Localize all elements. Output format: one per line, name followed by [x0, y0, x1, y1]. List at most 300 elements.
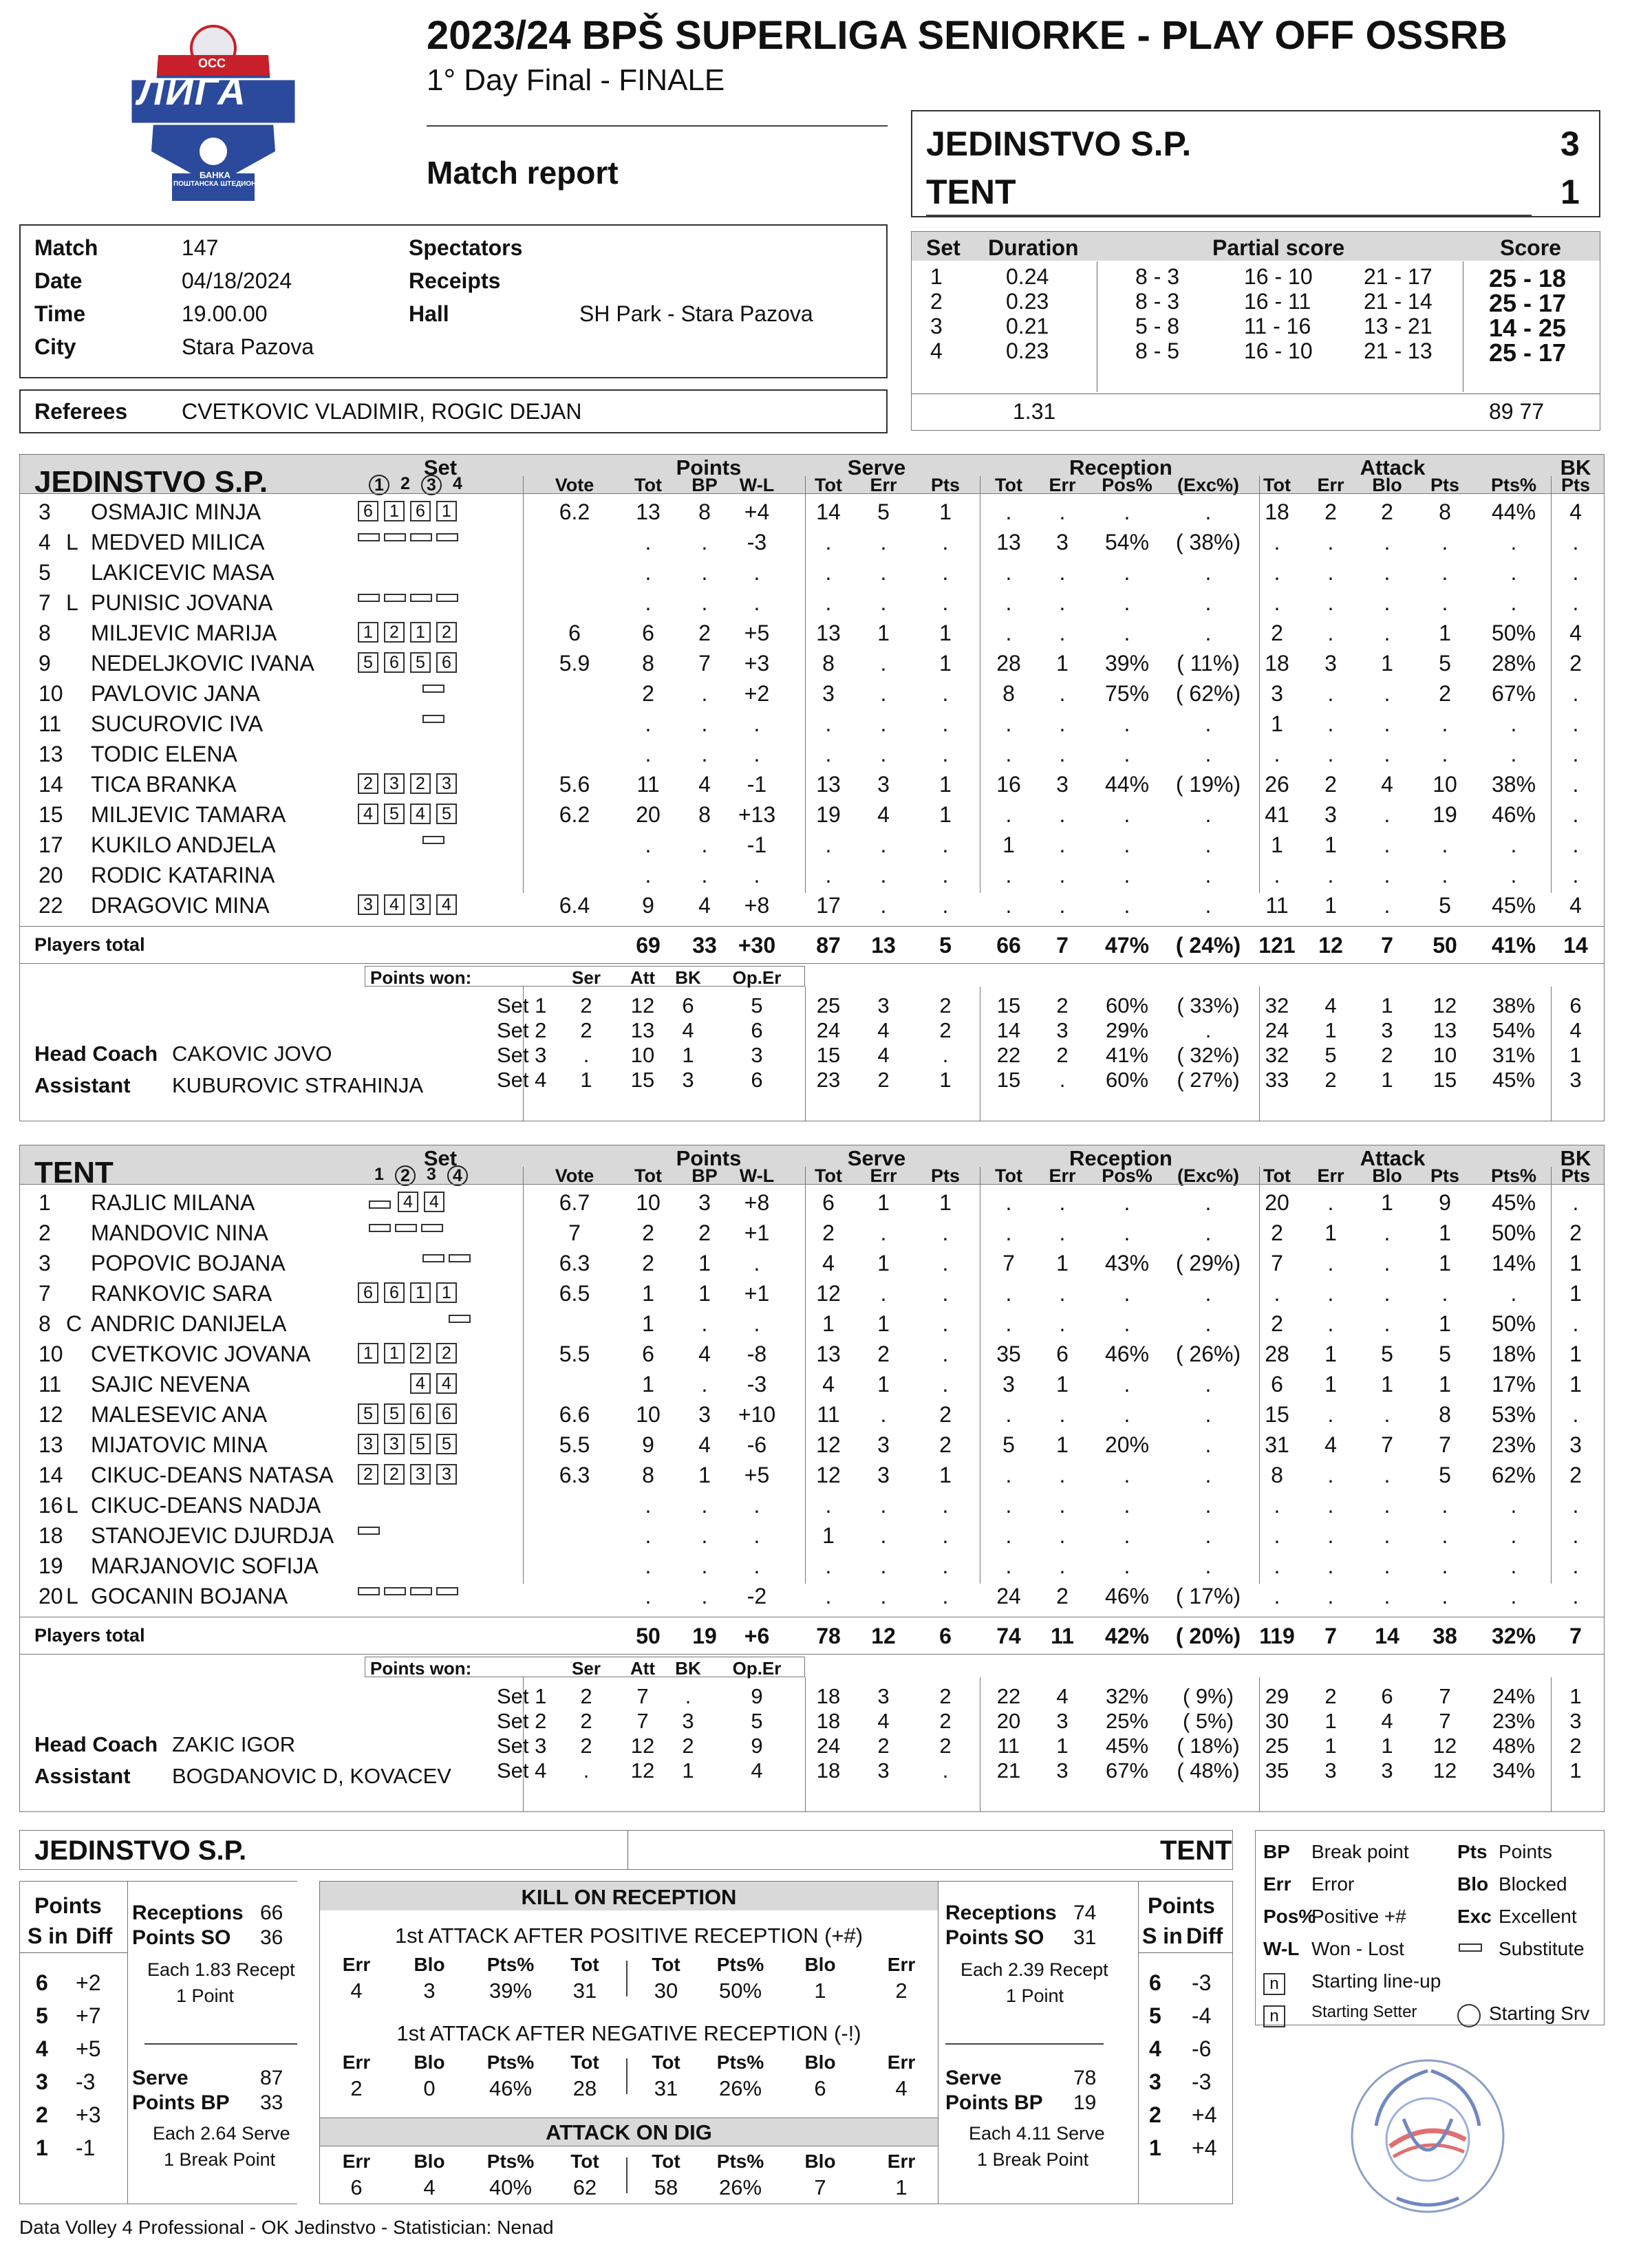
- set-row-stat: 12: [630, 993, 655, 1017]
- total-apts: 38: [1433, 1624, 1457, 1648]
- stat-rexc: .: [1205, 802, 1212, 827]
- stat-ablo: .: [1384, 893, 1391, 918]
- stat-ablo: .: [1384, 802, 1391, 827]
- stat-rtot: .: [1005, 802, 1012, 827]
- referees-names: CVETKOVIC VLADIMIR, ROGIC DEJAN: [182, 399, 582, 424]
- substitute-icon: [384, 533, 406, 541]
- total-aerr: 12: [1318, 933, 1343, 958]
- reception-group-header: Reception: [1069, 455, 1172, 480]
- stat-rerr: .: [1059, 499, 1066, 524]
- right-each-serve: Each 4.11 Serve: [969, 2123, 1105, 2144]
- total-rtot: 74: [996, 1624, 1021, 1648]
- set-row-stat: 22: [996, 1684, 1021, 1708]
- right-each-recept: Each 2.39 Recept: [961, 1959, 1108, 1980]
- stat-atot: .: [1274, 1584, 1280, 1608]
- player-role: C: [66, 1311, 83, 1336]
- right-sin-label: S in: [1142, 1924, 1183, 1948]
- diff-set-score: 4: [1149, 2036, 1161, 2061]
- player-name: NEDELJKOVIC IVANA: [91, 651, 314, 676]
- set-score-cell: 16 - 11: [1244, 289, 1311, 314]
- diff-value: +3: [76, 2102, 101, 2127]
- kor-col-header: Pts%: [486, 2151, 535, 2172]
- stat-bk: .: [1572, 772, 1579, 797]
- stat-spts: .: [942, 590, 949, 615]
- hall-label: Hall: [409, 301, 449, 326]
- set-row-stat: 10: [630, 1043, 655, 1067]
- stat-serr: 1: [877, 1190, 890, 1215]
- stat-vote: 6.3: [559, 1463, 590, 1487]
- partial-score-header: Partial score: [1212, 235, 1345, 260]
- stat-rerr: 3: [1056, 772, 1069, 797]
- player-number: 18: [39, 1523, 63, 1548]
- stat-wl: -6: [747, 1432, 767, 1457]
- set-row-stat: 34%: [1492, 1758, 1536, 1783]
- set-row-stat: 1: [1569, 1043, 1582, 1067]
- stat-rerr: .: [1059, 681, 1066, 706]
- set-row-label: Set 2: [497, 1018, 547, 1042]
- legend-desc: Blocked: [1499, 1873, 1567, 1895]
- player-set-positions: [422, 713, 449, 725]
- stat-rexc: .: [1205, 1311, 1212, 1336]
- player-row: [0, 530, 1652, 560]
- kor-col-header: Blo: [804, 2051, 836, 2073]
- stat-stot: .: [825, 530, 832, 554]
- stat-ablo: .: [1384, 711, 1391, 736]
- head-coach-label: Head Coach: [34, 1042, 158, 1066]
- serve-group-header: Serve: [847, 455, 906, 480]
- stat-wl: .: [753, 742, 760, 766]
- stat-bp: .: [701, 832, 708, 857]
- set-row-label: Set 4: [497, 1068, 547, 1092]
- score-team1-sets: 3: [1560, 125, 1580, 163]
- title-divider: [427, 125, 888, 127]
- stat-apts: .: [1441, 560, 1448, 585]
- kor-col-header: Err: [887, 2151, 916, 2172]
- player-set-positions: [358, 1434, 462, 1454]
- stat-spts: .: [942, 1493, 949, 1518]
- player-set-positions: [358, 1464, 462, 1485]
- points-won-col-header: BK: [675, 967, 701, 988]
- player-set-positions: [358, 1525, 384, 1537]
- kor-value: 6: [814, 2076, 826, 2100]
- stat-rexc: .: [1205, 742, 1212, 766]
- stat-serr: .: [880, 590, 887, 615]
- set-row-stat: 24%: [1492, 1684, 1536, 1708]
- kor-col-header: Tot: [570, 2151, 599, 2172]
- stat-spts: 2: [939, 1402, 952, 1427]
- player-number: 19: [39, 1553, 63, 1578]
- stat-serr: .: [880, 1493, 887, 1518]
- total-aptsp: 32%: [1491, 1624, 1536, 1648]
- col-header-rexc: (Exc%): [1177, 475, 1240, 495]
- set-row-stat: 4: [877, 1018, 890, 1042]
- stat-rpos: .: [1124, 711, 1130, 736]
- player-name: PAVLOVIC JANA: [91, 681, 260, 706]
- stat-vote: 6: [568, 621, 581, 645]
- set-row-stat: 30: [1265, 1709, 1289, 1733]
- left-so-bp-divider: [144, 2043, 297, 2045]
- col-header-atot: Tot: [1263, 1165, 1291, 1186]
- stat-bk: .: [1572, 681, 1579, 706]
- starting-position-box: 5: [410, 1434, 431, 1454]
- substitute-icon: [449, 1254, 471, 1262]
- stat-rexc: .: [1205, 863, 1212, 887]
- kor-center-divider: [626, 2157, 627, 2193]
- player-set-positions: [358, 592, 462, 604]
- stat-aerr: .: [1327, 863, 1334, 887]
- col-header-wl: W-L: [739, 475, 775, 495]
- stat-atot: .: [1274, 530, 1280, 554]
- points-won-label: Points won:: [370, 967, 472, 988]
- starting-position-box: 5: [358, 1403, 378, 1424]
- set-row-stat: 12: [1433, 993, 1457, 1017]
- stat-tot: 11: [636, 772, 660, 797]
- player-name: CIKUC-DEANS NADJA: [91, 1493, 321, 1518]
- stat-rerr: .: [1059, 1463, 1066, 1487]
- stat-serr: 4: [877, 802, 890, 827]
- left-recept-point: 1 Point: [176, 1985, 235, 2006]
- stat-rpos: 46%: [1104, 1342, 1150, 1366]
- set-row-stat: 18: [816, 1709, 841, 1733]
- logo-bottom-text-1: БАНКА: [200, 170, 230, 180]
- player-number: 13: [39, 1432, 63, 1457]
- stat-rpos: .: [1124, 1281, 1130, 1306]
- stat-wl: .: [753, 1493, 760, 1518]
- set-row-stat: 12: [1433, 1734, 1457, 1758]
- stat-ablo: .: [1384, 1584, 1391, 1608]
- stat-spts: .: [942, 863, 949, 887]
- stat-vote: 5.5: [559, 1432, 590, 1457]
- kor-value: 31: [654, 2076, 678, 2100]
- stat-apts: 1: [1439, 621, 1451, 645]
- set-row-stat: 3: [1381, 1018, 1393, 1042]
- starting-position-box: 6: [436, 1403, 457, 1424]
- substitute-icon: [358, 1527, 380, 1535]
- score-team1-name: JEDINSTVO S.P.: [926, 125, 1192, 163]
- stat-aerr: 1: [1324, 1220, 1337, 1245]
- diff-value: -1: [76, 2135, 96, 2160]
- legend-desc: Break point: [1311, 1841, 1409, 1862]
- players-total-label: Players total: [34, 1625, 145, 1646]
- starting-position-box: 4: [410, 804, 431, 824]
- stat-bk: .: [1572, 1190, 1579, 1215]
- diff-set-score: 2: [1149, 2102, 1161, 2127]
- player-number: 20: [39, 1584, 63, 1608]
- stat-rexc: .: [1205, 1463, 1212, 1487]
- stat-rexc: ( 19%): [1175, 772, 1241, 797]
- set-row-label: Set 3: [497, 1734, 547, 1758]
- player-set-positions: [358, 501, 462, 521]
- total-rerr: 11: [1051, 1624, 1074, 1648]
- stat-rtot: .: [1005, 893, 1012, 918]
- kor-value: 30: [654, 1979, 678, 2003]
- set-row-stat: 15: [996, 993, 1021, 1017]
- head-coach-name: CAKOVIC JOVO: [172, 1042, 332, 1066]
- kor-col-header: Err: [342, 2051, 371, 2073]
- starting-position-box: 2: [436, 622, 457, 643]
- set-row-stat: 25: [1265, 1734, 1289, 1758]
- starting-position-box: 3: [358, 1434, 378, 1454]
- set-row-stat: 23: [816, 1068, 841, 1092]
- diff-set-score: 4: [36, 2036, 48, 2061]
- player-set-positions: [369, 1222, 447, 1234]
- set-row-stat: 3: [751, 1043, 763, 1067]
- set-row-stat: 24: [816, 1734, 841, 1758]
- stat-bk: .: [1572, 1584, 1579, 1608]
- stat-aptsp: 28%: [1491, 651, 1536, 676]
- stat-tot: .: [645, 1523, 652, 1548]
- stat-tot: 10: [636, 1402, 661, 1427]
- stat-vote: 5.6: [559, 772, 590, 797]
- stat-rerr: .: [1059, 893, 1066, 918]
- attack-on-dig-title: ATTACK ON DIG: [546, 2120, 712, 2144]
- legend-desc: Won - Lost: [1311, 1938, 1404, 1959]
- col-header-rtot: Tot: [995, 475, 1022, 495]
- kor-value: 2: [895, 1979, 908, 2003]
- stat-apts: 8: [1439, 1402, 1451, 1427]
- stat-tot: .: [645, 1553, 652, 1578]
- stat-serr: .: [880, 681, 887, 706]
- stat-aerr: 1: [1324, 893, 1337, 918]
- set-row-stat: 2: [1056, 1043, 1069, 1067]
- player-number: 14: [39, 772, 63, 797]
- total-points: 89 77: [1489, 399, 1545, 424]
- stat-apts: 1: [1439, 1372, 1451, 1397]
- set-row-stat: 1: [1381, 1734, 1393, 1758]
- stat-rexc: .: [1205, 893, 1212, 918]
- set-row-stat: 5: [751, 993, 763, 1017]
- kor-value: 2: [350, 2076, 363, 2100]
- set-row-stat: 6: [751, 1018, 763, 1042]
- stat-bp: .: [701, 1372, 708, 1397]
- stat-wl: +8: [744, 1190, 770, 1215]
- stat-aerr: 1: [1324, 832, 1337, 857]
- diff-value: +4: [1192, 2135, 1217, 2160]
- total-rexc: ( 24%): [1175, 933, 1241, 958]
- stat-aerr: .: [1327, 621, 1334, 645]
- stat-bk: .: [1572, 530, 1579, 554]
- stat-spts: .: [942, 530, 949, 554]
- player-name: GOCANIN BOJANA: [91, 1584, 288, 1608]
- kor-col-header: Blo: [414, 2051, 445, 2073]
- col-header-stot: Tot: [815, 1165, 842, 1186]
- total-rerr: 7: [1056, 933, 1069, 958]
- substitute-icon: [369, 1200, 391, 1209]
- stat-tot: 1: [642, 1311, 654, 1336]
- stat-ablo: 5: [1381, 1342, 1393, 1366]
- points-group-header: Points: [676, 455, 742, 480]
- col-header-apts: Pts: [1430, 475, 1460, 495]
- stat-rerr: .: [1059, 802, 1066, 827]
- stat-tot: 13: [636, 499, 661, 524]
- col-header-wl: W-L: [739, 1165, 775, 1186]
- stat-atot: .: [1274, 1553, 1280, 1578]
- header-bottom-line: [20, 493, 1604, 494]
- player-number: 1: [39, 1190, 51, 1215]
- set-row-stat: 3: [682, 1709, 694, 1733]
- set-score-cell: 3: [930, 314, 943, 338]
- set-row-stat: .: [1205, 1018, 1212, 1042]
- stat-rpos: .: [1124, 1372, 1130, 1397]
- stat-rerr: .: [1059, 742, 1066, 766]
- kor-col-header: Blo: [804, 2151, 836, 2172]
- kor-col-header: Err: [887, 1954, 916, 1975]
- total-stot: 78: [816, 1624, 841, 1648]
- negative-reception-title: 1st ATTACK AFTER NEGATIVE RECEPTION (-!): [396, 2021, 861, 2045]
- substitute-icon: [410, 533, 432, 541]
- stat-rerr: 2: [1056, 1584, 1069, 1608]
- set-row-stat: ( 48%): [1177, 1758, 1240, 1783]
- stat-apts: 5: [1439, 1342, 1451, 1366]
- player-role: L: [66, 530, 78, 554]
- stat-bp: .: [701, 742, 708, 766]
- stat-serr: .: [880, 1402, 887, 1427]
- stat-rpos: .: [1124, 1553, 1130, 1578]
- stat-rpos: .: [1124, 499, 1130, 524]
- set-score-cell: 16 - 10: [1244, 264, 1313, 289]
- diff-set-score: 6: [1149, 1970, 1161, 1995]
- player-name: DRAGOVIC MINA: [91, 893, 270, 918]
- total-bk: 7: [1569, 1624, 1582, 1648]
- set-row-stat: 25: [816, 993, 841, 1017]
- stat-ablo: .: [1384, 560, 1391, 585]
- kor-center-divider: [626, 1961, 627, 1996]
- set-row-stat: 20: [996, 1709, 1021, 1733]
- stat-tot: 10: [636, 1190, 661, 1215]
- stat-stot: 8: [822, 651, 835, 676]
- kor-value: 50%: [718, 1979, 762, 2003]
- logo-main-text: ЛИГА: [138, 69, 247, 113]
- total-atot: 121: [1258, 933, 1296, 958]
- stat-stot: 19: [816, 802, 841, 827]
- total-apts: 50: [1433, 933, 1457, 958]
- left-each-serve: Each 2.64 Serve: [153, 2123, 290, 2144]
- player-name: MEDVED MILICA: [91, 530, 265, 554]
- stat-aptsp: .: [1510, 1523, 1517, 1548]
- stat-serr: .: [880, 560, 887, 585]
- set-score-cell: 16 - 10: [1244, 338, 1313, 363]
- player-row: [0, 651, 1652, 681]
- stat-ablo: .: [1384, 1523, 1391, 1548]
- stat-bp: 1: [698, 1463, 711, 1487]
- col-header-serr: Err: [870, 475, 897, 495]
- set-row-stat: 18: [816, 1758, 841, 1783]
- stat-rtot: .: [1005, 711, 1012, 736]
- stat-bp: 4: [698, 1432, 711, 1457]
- player-row: [0, 1342, 1652, 1372]
- stat-bk: .: [1572, 560, 1579, 585]
- set-row-stat: 1: [1381, 993, 1393, 1017]
- stat-bk: 2: [1569, 1463, 1582, 1487]
- player-set-positions: [422, 682, 449, 695]
- bk-group-header: BK: [1560, 455, 1591, 480]
- stat-atot: 18: [1265, 651, 1289, 676]
- player-row: [0, 1281, 1652, 1311]
- stat-stot: 12: [816, 1281, 841, 1306]
- set-row-stat: 35: [1265, 1758, 1289, 1783]
- player-row: [0, 1553, 1652, 1584]
- footer-text: Data Volley 4 Professional - OK Jedinstvo - Statistician: Nenad: [19, 2217, 554, 2238]
- player-number: 5: [39, 560, 51, 585]
- stat-bp: .: [701, 681, 708, 706]
- stat-spts: 2: [939, 1432, 952, 1457]
- assistant-name: BOGDANOVIC D, KOVACEV: [172, 1764, 451, 1788]
- stat-aerr: .: [1327, 1281, 1334, 1306]
- stat-aerr: 3: [1324, 802, 1337, 827]
- set-row-stat: 60%: [1105, 1068, 1149, 1092]
- set-row-stat: 14: [996, 1018, 1021, 1042]
- player-set-positions: [358, 1585, 462, 1597]
- stat-serr: .: [880, 832, 887, 857]
- kor-value: 1: [895, 2175, 908, 2199]
- stat-tot: .: [645, 530, 652, 554]
- stat-wl: +5: [744, 621, 770, 645]
- starting-position-box: 4: [358, 804, 378, 824]
- set-row-stat: ( 5%): [1182, 1709, 1234, 1733]
- player-row: [0, 1523, 1652, 1553]
- stat-bp: .: [701, 1493, 708, 1518]
- starting-position-box: 2: [358, 773, 378, 794]
- stat-stot: .: [825, 560, 832, 585]
- player-row: [0, 1311, 1652, 1342]
- stat-aptsp: .: [1510, 711, 1517, 736]
- player-set-positions: [358, 622, 462, 643]
- stat-bk: .: [1572, 802, 1579, 827]
- starting-position-box: 2: [410, 1343, 431, 1364]
- stat-aerr: .: [1327, 711, 1334, 736]
- stat-rexc: ( 11%): [1177, 651, 1240, 676]
- stat-rerr: .: [1059, 560, 1066, 585]
- legend-desc: Starting Srv: [1489, 2003, 1590, 2024]
- stat-serr: 2: [877, 1342, 890, 1366]
- stat-rexc: .: [1205, 1553, 1212, 1578]
- starting-position-box: 2: [384, 1464, 405, 1485]
- stat-rtot: .: [1005, 1493, 1012, 1518]
- left-points-bp-value: 33: [260, 2091, 283, 2114]
- stat-rtot: 3: [1002, 1372, 1015, 1397]
- player-name: MIJATOVIC MINA: [91, 1432, 268, 1457]
- stat-bk: 4: [1569, 621, 1582, 645]
- player-name: RAJLIC MILANA: [91, 1190, 255, 1215]
- stat-rpos: 75%: [1104, 681, 1150, 706]
- total-serr: 12: [871, 1624, 896, 1648]
- player-name: MILJEVIC TAMARA: [91, 802, 286, 827]
- set-row-stat: 10: [1433, 1043, 1457, 1067]
- starting-position-box: 4: [436, 1373, 457, 1394]
- stat-wl: +10: [738, 1402, 776, 1427]
- kor-col-header: Blo: [804, 1954, 836, 1975]
- player-name: STANOJEVIC DJURDJA: [91, 1523, 334, 1548]
- diff-value: -3: [1192, 1970, 1212, 1995]
- stat-wl: +5: [744, 1463, 770, 1487]
- right-points-label: Points: [1148, 1893, 1215, 1918]
- stat-bp: 8: [698, 802, 711, 827]
- starting-position-box: 1: [410, 622, 431, 643]
- stat-rerr: .: [1059, 832, 1066, 857]
- stat-rtot: .: [1005, 742, 1012, 766]
- player-name: SUCUROVIC IVA: [91, 711, 264, 736]
- stat-rerr: .: [1059, 711, 1066, 736]
- stat-stot: .: [825, 863, 832, 887]
- stat-serr: 1: [877, 1311, 890, 1336]
- col-header-rpos: Pos%: [1102, 475, 1152, 495]
- col-header-spts: Pts: [930, 1165, 961, 1186]
- stat-aptsp: 50%: [1491, 621, 1536, 645]
- stat-bk: 4: [1569, 499, 1582, 524]
- stat-rerr: .: [1059, 590, 1066, 615]
- set-group-header: Set: [423, 455, 458, 480]
- kor-col-header: Pts%: [486, 1954, 535, 1975]
